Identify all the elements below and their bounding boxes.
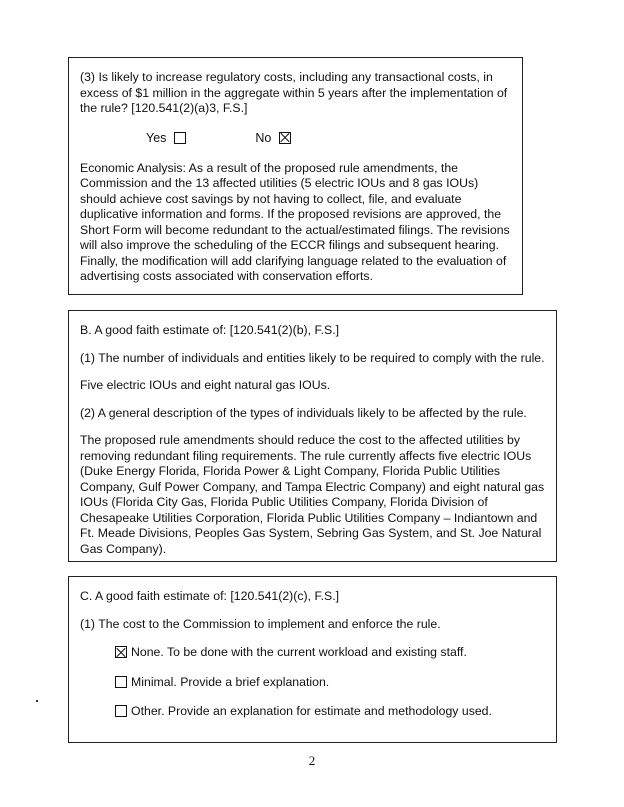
section-c-question-1: (1) The cost to the Commission to implement and enforce the rule. bbox=[80, 616, 441, 631]
regulatory-cost-question: (3) Is likely to increase regulatory costs, including any transactional costs, in excess of $1 million in the aggregate within 5 years after the implementation of the rule? [120.541(2)(a)3, F.S.] bbox=[80, 70, 508, 115]
no-checkbox[interactable] bbox=[279, 132, 291, 144]
option-other[interactable] bbox=[115, 704, 546, 720]
yes-label: Yes bbox=[146, 130, 167, 145]
section-b-answer-1: Five electric IOUs and eight natural gas IOUs. bbox=[80, 378, 331, 392]
section-b-heading: B. A good faith estimate of: [120.541(2)(b), F.S.] bbox=[80, 323, 340, 337]
no-option[interactable] bbox=[255, 131, 290, 145]
option-none[interactable] bbox=[115, 645, 546, 661]
page-number: 2 bbox=[308, 753, 316, 768]
option-none-label: None. To be done with the current workload and existing staff. bbox=[131, 645, 467, 659]
option-minimal-checkbox[interactable] bbox=[115, 676, 127, 688]
scan-speck bbox=[36, 700, 38, 702]
option-none-checkbox[interactable] bbox=[115, 646, 127, 658]
section-b-question-2: (2) A general description of the types of individuals likely to be affected by the rule. bbox=[80, 405, 527, 420]
section-b-answer-2: The proposed rule amendments should reduce the cost to the affected utilities by removing redundant filing requirements. The rule currently affects five electric IOUs (Duke Energy Florida, Florida Power & Light Company, Florida Public Utilities Company, Gulf Power Company, and Tampa Electric Company) and eight natural gas IOUs (Florida City Gas, Florida Public Utilities Company, Florida Division of Chesapeake Utilities Corporation, Florida Public Utilities Company – Indiantown and Ft. Meade Divisions, Peoples Gas System, Sebring Gas System, and St. Joe Natural Gas Company). bbox=[80, 433, 545, 556]
option-minimal[interactable] bbox=[115, 675, 546, 691]
option-other-checkbox[interactable] bbox=[115, 705, 127, 717]
section-a-box bbox=[68, 57, 523, 295]
yes-option[interactable] bbox=[146, 131, 186, 145]
section-c-box bbox=[68, 576, 557, 743]
economic-analysis-text: Economic Analysis: As a result of the proposed rule amendments, the Commission and the 13 affected utilities (5 electric IOUs and 8 gas IOUs) should achieve cost savings by not having to collect, file, and evaluate duplicative information and forms. If the proposed revisions are approved, the Short Form will become redundant to the actual/estimated filings. The revisions will also improve the scheduling of the ECCR filings and subsequent hearing. Finally, the modification will add clarifying language related to the evaluation of advertising costs associated with conservation efforts. bbox=[80, 160, 510, 283]
no-label: No bbox=[255, 130, 272, 145]
option-minimal-label: Minimal. Provide a brief explanation. bbox=[131, 674, 330, 689]
yes-no-row bbox=[146, 131, 512, 145]
option-other-label: Other. Provide an explanation for estimate and methodology used. bbox=[131, 704, 492, 718]
section-c-heading: C. A good faith estimate of: [120.541(2)(c), F.S.] bbox=[80, 589, 340, 603]
yes-checkbox[interactable] bbox=[174, 132, 186, 144]
section-b-question-1: (1) The number of individuals and entities likely to be required to comply with the rule. bbox=[80, 350, 545, 365]
section-b-box bbox=[68, 310, 557, 562]
